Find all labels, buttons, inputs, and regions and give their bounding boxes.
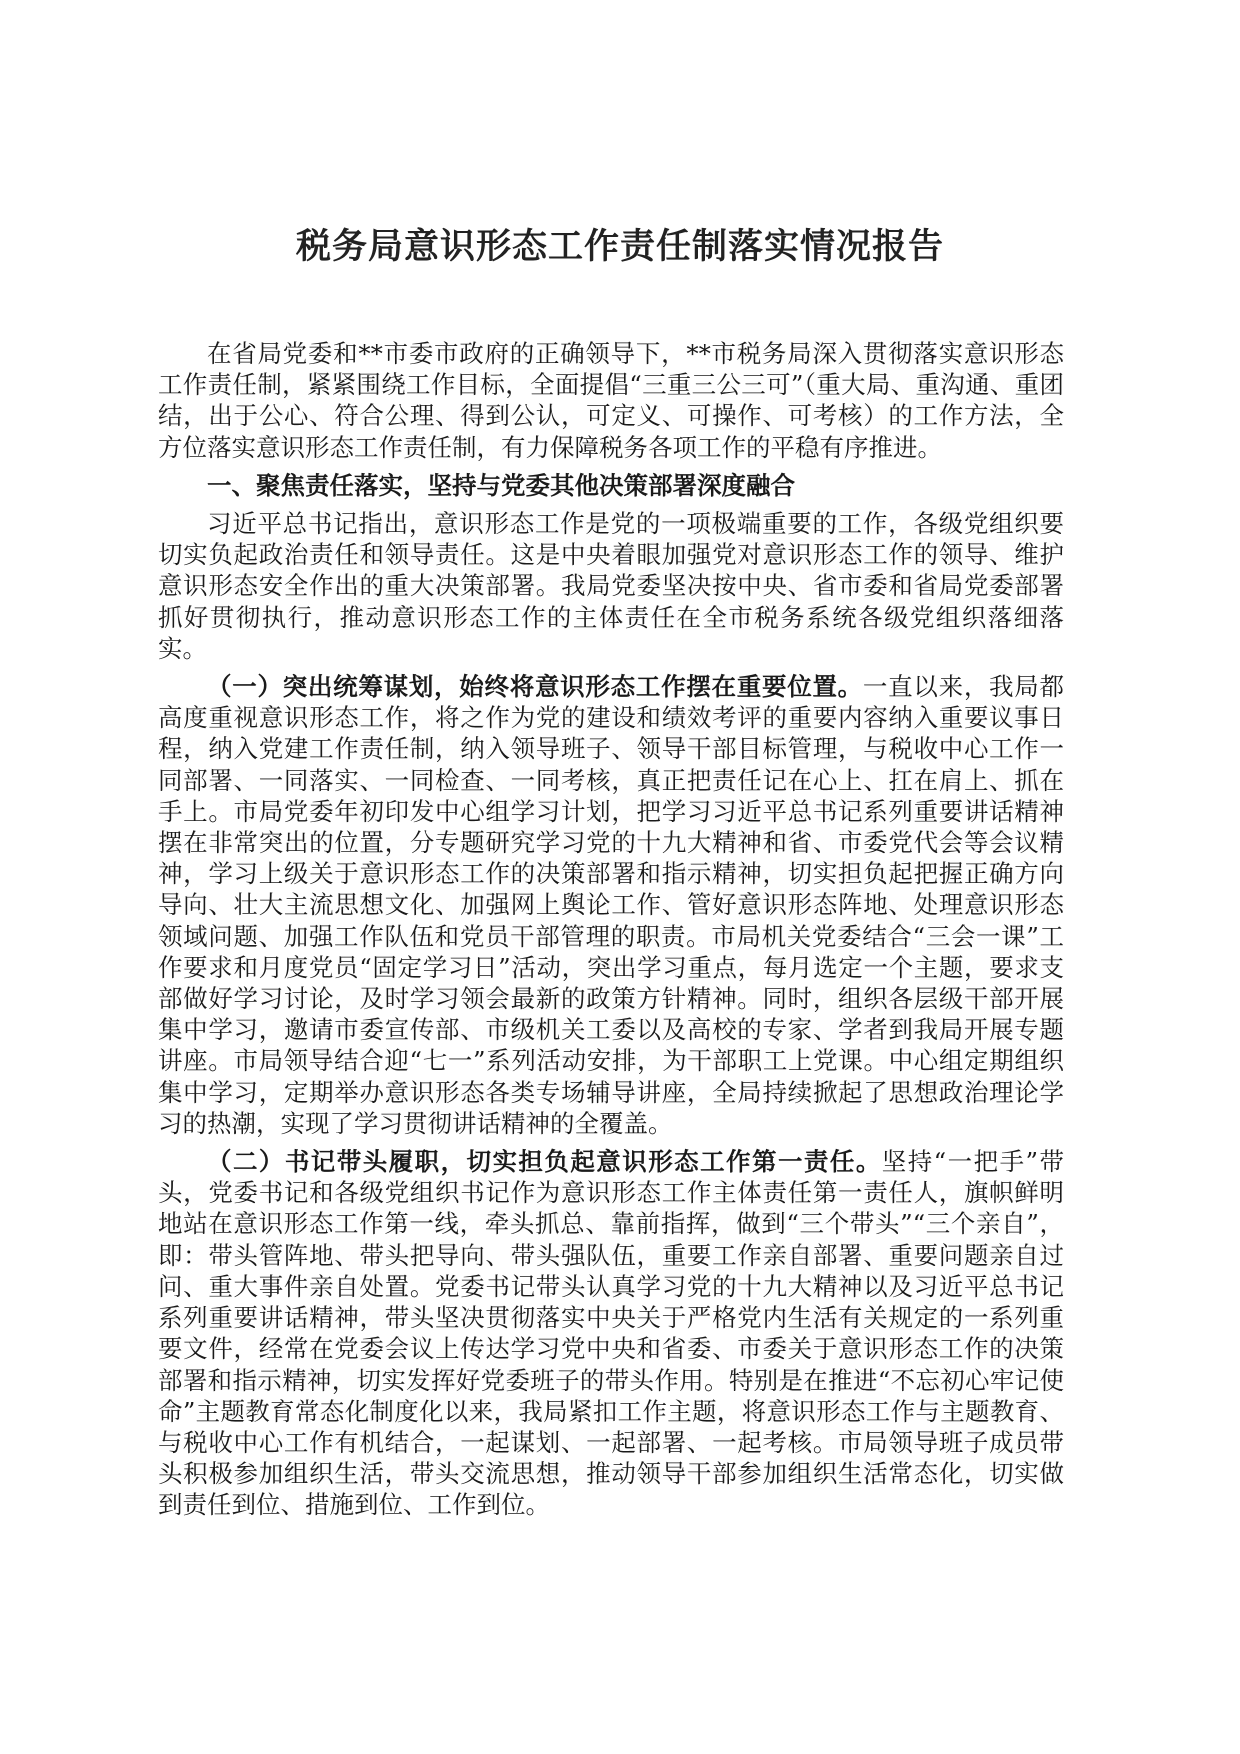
document-title: 税务局意识形态工作责任制落实情况报告 [295,226,944,267]
subsection-2-lead: （二）书记带头履职，切实担负起意识形态工作第一责任。 [207,1147,882,1177]
subsection-1-text: 一直以来，我局都高度重视意识形态工作，将之作为党的建设和绩效考评的重要内容纳入重要议事日程，纳入党建工作责任制，纳入领导班子、领导干部目标管理，与税收中心工作一同部署、一同落实、一同检查、一同考核，真正把责任记在心上、扛在肩上、抓在手上。市局党委年初印发中心组学习计划，把学习习近平总书记系列重要讲话精神摆在非常突出的位置，分专题研究学习党的十九大精神和省、市委党代会等会议精神，学习上级关于意识形态工作的决策部署和指示精神，切实担负起把握正确方向导向、壮大主流思想文化、加强网上舆论工作、管好意识形态阵地、处理意识形态领域问题、加强工作队伍和党员干部管理的职责。市局机关党委结合“三会一课”工作要求和月度党员“固定学习日”活动，突出学习重点，每月选定一个主题，要求支部做好学习讨论，及时学习领会最新的政策方针精神。同时，组织各层级干部开展集中学习，邀请市委宣传部、市级机关工委以及高校的专家、学者到我局开展专题讲座。市局领导结合迎“七一”系列活动安排，为干部职工上党课。中心组定期组织集中学习，定期举办意识形态各类专场辅导讲座，全局持续掀起了思想政治理论学习的热潮，实现了学习贯彻讲话精神的全覆盖。 [158,672,1064,1138]
subsection-1-lead: （一）突出统筹谋划，始终将意识形态工作摆在重要位置。 [207,672,863,702]
subsection-2-paragraph [158,1146,1064,1520]
document-body [158,338,1064,1528]
intro-paragraph: 在省局党委和**市委市政府的正确领导下，**市税务局深入贯彻落实意识形态工作责任制，紧紧围绕工作目标，全面提倡“三重三公三可”（重大局、重沟通、重团结，出于公心、符合公理、得到公认，可定义、可操作、可考核）的工作方法，全方位落实意识形态工作责任制，有力保障税务各项工作的平稳有序推进。 [158,339,1064,462]
section-1-paragraph: 习近平总书记指出，意识形态工作是党的一项极端重要的工作，各级党组织要切实负起政治责任和领导责任。这是中央着眼加强党对意识形态工作的领导、维护意识形态安全作出的重大决策部署。我局党委坚决按中央、省市委和省局党委部署抓好贯彻执行，推动意识形态工作的主体责任在全市税务系统各级党组织落细落实。 [158,509,1064,663]
subsection-1-paragraph [158,671,1064,1139]
subsection-2-text: 坚持“一把手”带头，党委书记和各级党组织书记作为意识形态工作主体责任第一责任人，旗帜鲜明地站在意识形态工作第一线，牵头抓总、靠前指挥，做到“三个带头”“三个亲自”，即：带头管阵地、带头把导向、带头强队伍，重要工作亲自部署、重要问题亲自过问、重大事件亲自处置。党委书记带头认真学习党的十九大精神以及习近平总书记系列重要讲话精神，带头坚决贯彻落实中央关于严格党内生活有关规定的一系列重要文件，经常在党委会议上传达学习党中央和省委、市委关于意识形态工作的决策部署和指示精神，切实发挥好党委班子的带头作用。特别是在推进“不忘初心牢记使命”主题教育常态化制度化以来，我局紧扣工作主题，将意识形态工作与主题教育、与税收中心工作有机结合，一起谋划、一起部署、一起考核。市局领导班子成员带头积极参加组织生活，带头交流思想，推动领导干部参加组织生活常态化，切实做到责任到位、措施到位、工作到位。 [158,1147,1064,1520]
section-heading-1: 一、聚焦责任落实，坚持与党委其他决策部署深度融合 [207,470,795,500]
